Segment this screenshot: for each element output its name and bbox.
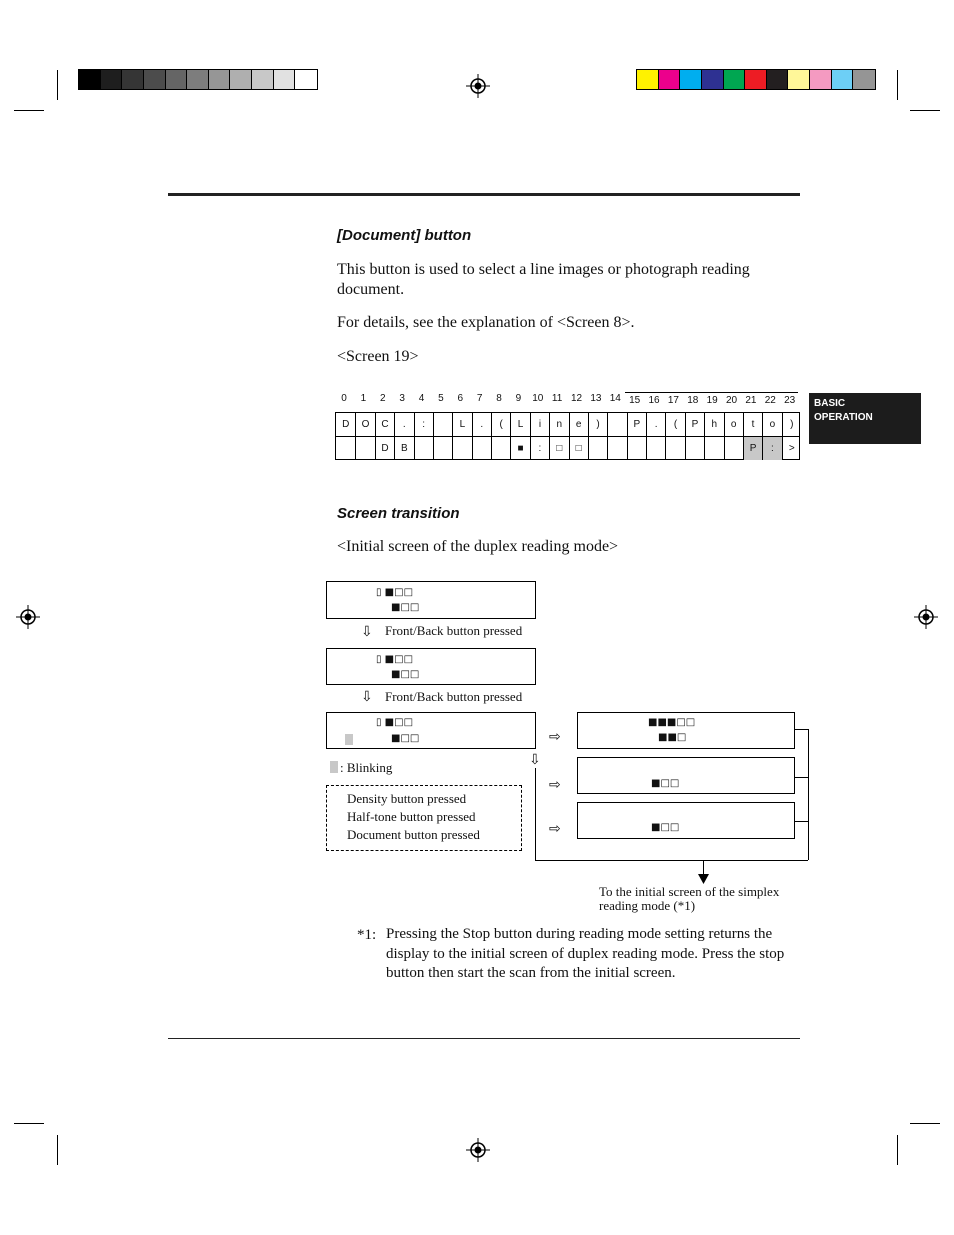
column-number: 14 <box>609 393 621 404</box>
lcd-cell <box>336 437 355 460</box>
crop-mark <box>897 1135 898 1165</box>
connector-line <box>795 821 808 822</box>
registration-mark-icon <box>466 74 490 98</box>
lcd-cell: P <box>743 437 762 460</box>
lcd-screen-result-2 <box>577 757 795 794</box>
crop-mark <box>14 110 44 111</box>
column-number: 5 <box>438 393 444 404</box>
section-tab <box>809 393 921 444</box>
lcd-cell: ■ <box>510 437 529 460</box>
connector-line <box>535 860 808 861</box>
lcd-cell <box>491 437 510 460</box>
lcd-screen-3 <box>326 712 536 749</box>
column-number: 21 <box>745 395 757 406</box>
lcd-cell: . <box>472 413 491 436</box>
lcd-cell: B <box>394 437 413 460</box>
button-list-item: Half-tone button pressed <box>347 809 476 824</box>
color-swatch <box>122 70 144 89</box>
column-number: 10 <box>532 393 544 404</box>
lcd-cell <box>452 437 471 460</box>
tab-line: OPERATION <box>814 412 873 423</box>
to-initial-caption: To the initial screen of the simplex reading mode (*1) <box>599 884 780 913</box>
lcd-cell <box>433 413 452 436</box>
color-swatch <box>252 70 274 89</box>
footnote-mark: *1: <box>357 927 377 943</box>
lcd-cell <box>724 437 743 460</box>
section-heading: Screen transition <box>337 505 460 522</box>
lcd-cell: P <box>627 413 646 436</box>
lcd-cell: O <box>355 413 374 436</box>
color-swatch <box>724 70 746 89</box>
lcd-cell <box>665 437 684 460</box>
column-number: 2 <box>379 393 386 404</box>
registration-mark-icon <box>16 605 40 629</box>
color-swatch <box>659 70 681 89</box>
lcd-cell <box>704 437 723 460</box>
lcd-cell: t <box>743 413 762 436</box>
crop-mark <box>910 110 940 111</box>
lcd-cell: D <box>342 419 350 430</box>
lcd-cell <box>607 437 626 460</box>
screen-top-line: ▯ ■□□ <box>376 587 414 598</box>
lcd-cell <box>685 437 704 460</box>
lcd-cell: i <box>530 413 549 436</box>
grayscale-bar <box>78 69 318 90</box>
footer-rule <box>168 1038 800 1039</box>
screen-top-line: ▯ ■□□ <box>376 717 414 728</box>
color-swatch <box>637 70 659 89</box>
screen-bottom-line: ■□□ <box>391 602 420 613</box>
front-back-caption: Front/Back button pressed <box>385 689 523 704</box>
color-swatch <box>295 70 317 89</box>
lcd-cell: n <box>549 413 568 436</box>
lcd-cell <box>607 413 626 436</box>
button-list-box <box>326 785 522 851</box>
color-swatch <box>788 70 810 89</box>
column-numbers <box>335 393 800 409</box>
connector-line <box>795 729 808 730</box>
lcd-screen-1 <box>326 581 536 619</box>
front-back-caption: Front/Back button pressed <box>385 623 523 638</box>
lcd-cell: □ <box>569 437 588 460</box>
lcd-cell <box>414 437 433 460</box>
color-swatch <box>745 70 767 89</box>
column-number: 17 <box>667 395 679 406</box>
screen-label: <Screen 19> <box>337 348 419 365</box>
lcd-cell: h <box>704 413 723 436</box>
lcd-cell: P <box>685 413 704 436</box>
color-swatch <box>767 70 789 89</box>
column-number: 3 <box>399 393 405 404</box>
column-number: 11 <box>551 393 563 404</box>
initial-screen-label: <Initial screen of the duplex reading mode> <box>337 538 619 555</box>
crop-mark <box>57 1135 58 1165</box>
down-arrow-icon: ⇩ <box>529 752 541 768</box>
lcd-cell <box>627 437 646 460</box>
crop-mark <box>910 1123 940 1124</box>
color-swatch <box>144 70 166 89</box>
column-number: 9 <box>515 393 522 404</box>
paragraph: This button is used to select a line images or photograph reading document. <box>337 261 750 298</box>
lcd-cell: e <box>569 413 588 436</box>
lcd-cell: ) <box>588 413 607 436</box>
column-number: 8 <box>496 393 502 404</box>
screen-top-line: ▯ ■□□ <box>376 654 414 665</box>
lcd-cell: ) <box>782 413 801 436</box>
screen-bottom-line: ■□□ <box>651 778 680 789</box>
color-swatch <box>832 70 854 89</box>
lcd-screen-2 <box>326 648 536 685</box>
lcd-cell: L <box>510 413 529 436</box>
screen-bottom-line: ■□□ <box>651 822 680 833</box>
screen-bottom-line: ■□□ <box>391 669 420 680</box>
blinking-legend: : Blinking <box>340 760 393 775</box>
lcd-cell: C <box>375 413 394 436</box>
lcd-cell: o <box>724 413 743 436</box>
lcd-cell: ( <box>491 413 510 436</box>
column-number: 16 <box>648 395 660 406</box>
column-number: 18 <box>687 395 699 406</box>
column-number: 0 <box>341 393 347 404</box>
column-number: 4 <box>418 393 425 404</box>
tab-line: BASIC <box>814 398 846 409</box>
screen-top-line: ■■■□□ <box>648 717 696 728</box>
color-swatch <box>230 70 252 89</box>
lcd-cell: . <box>394 413 413 436</box>
connector-line <box>795 777 808 778</box>
color-bar <box>636 69 876 90</box>
down-triangle-icon <box>698 874 709 884</box>
lcd-cell <box>588 437 607 460</box>
lcd-cell <box>355 437 374 460</box>
paragraph: For details, see the explanation of <Screen 8>. <box>337 314 635 331</box>
blinking-legend-swatch <box>330 761 338 773</box>
color-swatch <box>702 70 724 89</box>
right-arrow-icon: ⇨ <box>549 777 561 793</box>
color-swatch <box>209 70 231 89</box>
color-swatch <box>274 70 296 89</box>
right-arrow-icon: ⇨ <box>549 821 561 837</box>
column-number: 20 <box>725 395 738 406</box>
lcd-cell: o <box>762 413 781 436</box>
connector-line <box>535 768 536 860</box>
right-arrow-icon: ⇨ <box>549 729 561 745</box>
down-arrow-icon: ⇩ <box>361 689 373 705</box>
lcd-cell: : <box>762 437 781 460</box>
button-list-item: Document button pressed <box>347 827 480 842</box>
column-number: 6 <box>457 393 464 404</box>
lcd-cell <box>433 437 452 460</box>
crop-mark <box>14 1123 44 1124</box>
connector-line <box>808 729 809 860</box>
lcd-cell <box>646 437 665 460</box>
column-number: 1 <box>360 393 367 404</box>
registration-mark-icon <box>466 1138 490 1162</box>
registration-mark-icon <box>914 605 938 629</box>
column-number: 23 <box>784 395 796 406</box>
crop-mark <box>897 70 898 100</box>
column-number: 15 <box>629 395 641 406</box>
down-arrow-icon: ⇩ <box>361 624 373 640</box>
crop-mark <box>57 70 58 100</box>
lcd-cell <box>472 437 491 460</box>
color-swatch <box>853 70 875 89</box>
lcd-cell: : <box>414 413 433 436</box>
color-swatch <box>187 70 209 89</box>
color-swatch <box>101 70 123 89</box>
footnote-text: Pressing the Stop button during reading mode setting returns the display to the initial screen of duplex reading mode. Press the stop button then start the scan from the initial screen. <box>386 926 785 981</box>
column-number: 19 <box>706 395 718 406</box>
lcd-cell: : <box>530 437 549 460</box>
column-number: 22 <box>764 395 776 406</box>
screen-bottom-line: ■■□ <box>658 732 687 743</box>
lcd-cell: □ <box>549 437 568 460</box>
lcd-screen-result-3 <box>577 802 795 839</box>
lcd-cell: > <box>782 437 801 460</box>
lcd-cell: L <box>452 413 471 436</box>
lcd-cell: D <box>375 437 394 460</box>
color-swatch <box>680 70 702 89</box>
lcd-cell: ( <box>665 413 684 436</box>
button-list-item: Density button pressed <box>347 791 467 806</box>
lcd-row-2 <box>336 436 799 460</box>
lcd-row-1 <box>336 413 799 436</box>
blinking-cell <box>345 734 353 745</box>
lcd-grid <box>335 412 800 460</box>
screen-bottom-line: ■□□ <box>391 733 420 744</box>
column-number: 7 <box>476 393 483 404</box>
column-number: 12 <box>570 393 583 404</box>
color-swatch <box>79 70 101 89</box>
header-rule <box>168 193 800 196</box>
lcd-cell: . <box>646 413 665 436</box>
column-number: 13 <box>590 393 602 404</box>
color-swatch <box>166 70 188 89</box>
section-heading: [Document] button <box>337 227 472 244</box>
lcd-screen-result-1 <box>577 712 795 749</box>
color-swatch <box>810 70 832 89</box>
